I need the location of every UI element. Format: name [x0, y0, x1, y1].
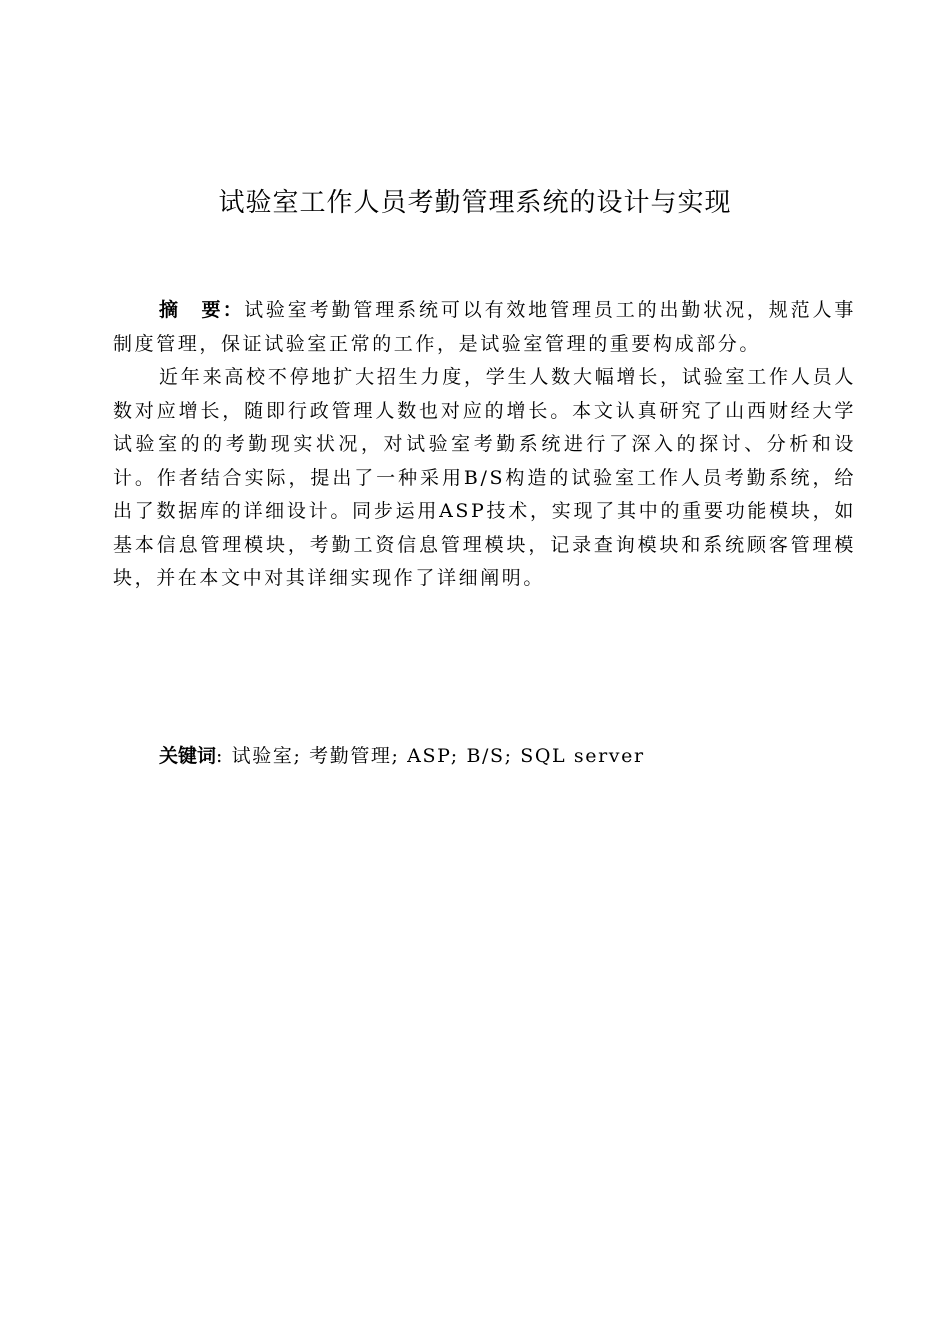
abstract-label: 摘 要： [159, 299, 245, 321]
abstract-paragraph-1 [113, 294, 856, 361]
keywords-line [159, 740, 859, 773]
abstract-text-1: 试验室考勤管理系统可以有效地管理员工的出勤状况，规范人事制度管理，保证试验室正常的工作，是试验室管理的重要构成部分。 [113, 299, 856, 355]
page-title: 试验室工作人员考勤管理系统的设计与实现 [218, 188, 732, 218]
keywords-separator: : [216, 745, 232, 767]
abstract-paragraph-2: 近年来高校不停地扩大招生力度，学生人数大幅增长，试验室工作人员人数对应增长，随即行政管理人数也对应的增长。本文认真研究了山西财经大学试验室的的考勤现实状况，对试验室考勤系统进行了深入的探讨、分析和设计。作者结合实际，提出了一种采用B/S构造的试验室工作人员考勤系统，给出了数据库的详细设计。同步运用ASP技术，实现了其中的重要功能模块，如基本信息管理模块，考勤工资信息管理模块，记录查询模块和系统顾客管理模块，并在本文中对其详细实现作了详细阐明。 [113, 366, 856, 589]
keywords-text: 试验室; 考勤管理; ASP; B/S; SQL server [231, 745, 645, 767]
keywords-label: 关键词 [159, 745, 217, 767]
abstract-section [113, 294, 856, 596]
